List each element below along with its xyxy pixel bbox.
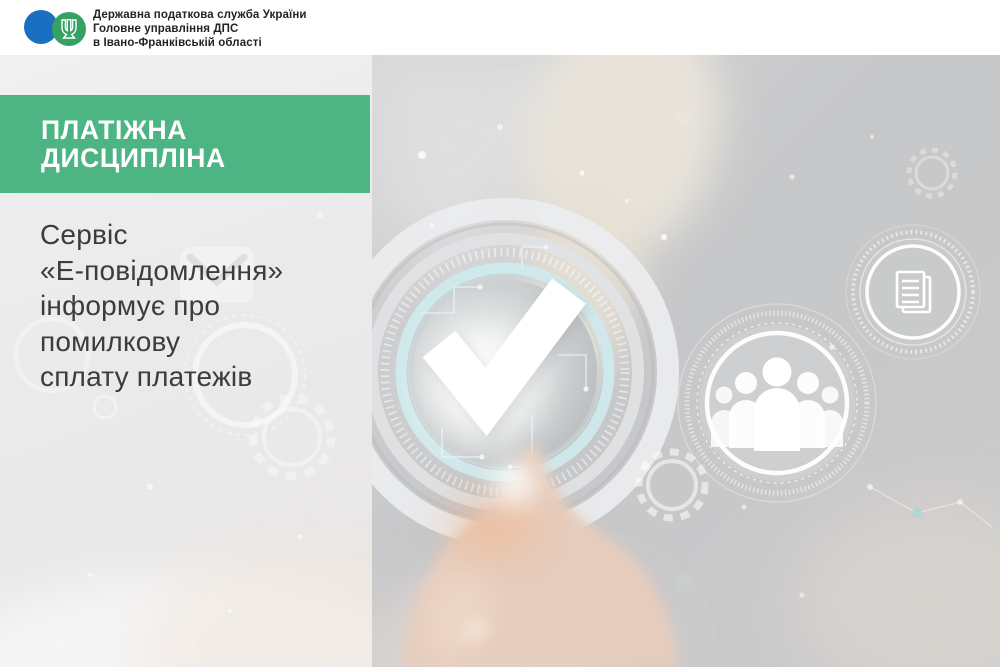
topic-badge [0,95,370,193]
text-panel [0,55,372,667]
trident-icon [60,19,78,39]
touchscreen-photo [372,55,1000,667]
hero-section [0,55,1000,667]
tax-service-logo [24,10,86,46]
bottom-warm-light [140,535,372,667]
headline-line-4: помилкову [40,325,181,357]
headline-line-3: інформує про [40,290,221,321]
fingertip-warm-glow [444,493,540,557]
logo-green-circle [52,12,86,46]
photo-scene [372,55,1000,667]
org-name-line-3: в Івано-Франківській області [93,37,262,50]
headline-line-1: Сервіс [40,219,128,250]
badge-line-1: ПЛАТІЖНА [41,115,188,145]
header-bar [0,0,1000,55]
badge-line-2: ДИСЦИПЛІНА [41,143,226,173]
org-name-line-2: Головне управління ДПС [93,23,239,36]
org-name-line-1: Державна податкова служба України [93,9,307,21]
headline-line-2: «Е-повідомлення» [40,254,284,286]
documents-icon [897,272,930,312]
headline [40,217,283,395]
gear-icon-panel [253,398,331,476]
headline-line-5: сплату платежів [40,361,253,392]
org-name-block [93,8,307,51]
fingertip-flare [492,461,536,505]
